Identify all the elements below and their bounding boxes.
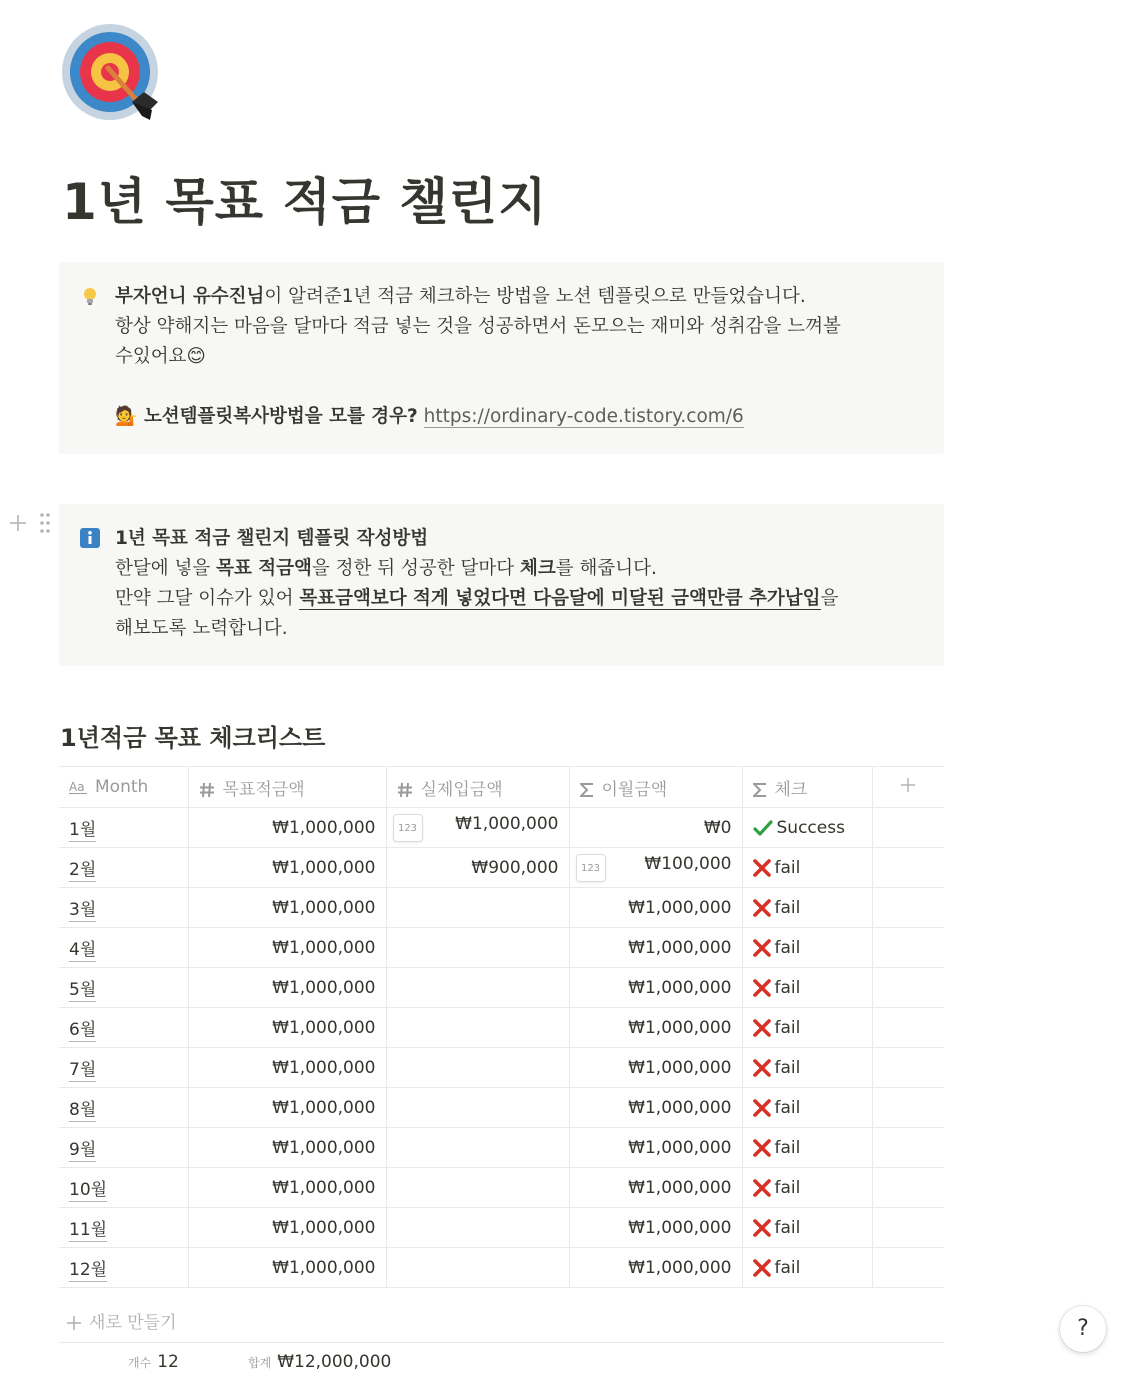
table-row[interactable] — [59, 1128, 944, 1168]
target-amount: ₩1,000,000 — [272, 937, 376, 958]
column-label: 체크 — [774, 779, 808, 800]
number-format-badge[interactable]: 123 — [576, 854, 606, 882]
column-label: 이월금액 — [601, 779, 668, 800]
cross-mark-icon — [753, 859, 771, 877]
number-type-icon — [397, 782, 413, 798]
page-title[interactable]: 1년 목표 적금 챌린지 — [62, 173, 548, 231]
instr-text-line3: 해보도록 노력합니다. — [115, 618, 288, 639]
intro-text-line3: 수있어요😊 — [115, 346, 206, 367]
plus-icon — [901, 778, 915, 792]
month-label: 2월 — [69, 860, 97, 880]
target-amount-cell[interactable] — [188, 1208, 386, 1248]
month-label: 11월 — [69, 1220, 108, 1240]
table-row[interactable] — [59, 928, 944, 968]
number-type-icon — [199, 782, 215, 798]
check-status: fail — [774, 937, 801, 958]
template-copy-link[interactable]: https://ordinary-code.tistory.com/6 — [423, 406, 744, 427]
number-format-badge[interactable]: 123 — [393, 814, 423, 842]
check-status-cell[interactable] — [742, 1088, 872, 1128]
empty-cell[interactable] — [872, 1088, 944, 1128]
cross-mark-icon — [753, 899, 771, 917]
count-aggregate[interactable] — [128, 1352, 179, 1372]
instructions-callout[interactable] — [59, 504, 944, 666]
month-cell[interactable] — [59, 808, 188, 848]
month-cell[interactable] — [59, 928, 188, 968]
author-name: 부자언니 유수진님 — [115, 286, 265, 307]
actual-amount-cell[interactable] — [386, 1088, 569, 1128]
add-block-icon — [10, 515, 26, 531]
carryover-amount-cell[interactable] — [569, 1088, 742, 1128]
actual-amount-cell[interactable] — [386, 1128, 569, 1168]
month-label: 12월 — [69, 1260, 108, 1280]
cross-mark-icon — [753, 1259, 771, 1277]
cross-mark-icon — [753, 1139, 771, 1157]
target-amount-cell[interactable] — [188, 1168, 386, 1208]
month-label: 6월 — [69, 1020, 97, 1040]
carryover-amount-cell[interactable] — [569, 928, 742, 968]
carryover-amount-cell[interactable] — [569, 1128, 742, 1168]
empty-cell[interactable] — [872, 808, 944, 848]
carryover-amount-cell[interactable] — [569, 1208, 742, 1248]
column-header-actual[interactable] — [386, 767, 569, 808]
carryover-amount: ₩1,000,000 — [628, 1217, 732, 1238]
check-status: fail — [774, 1017, 801, 1038]
empty-cell[interactable] — [872, 968, 944, 1008]
check-status: Success — [776, 817, 845, 838]
help-question: 노션템플릿복사방법을 모를 경우? — [143, 406, 418, 427]
carryover-amount-cell[interactable] — [569, 968, 742, 1008]
actual-amount-cell[interactable] — [386, 1048, 569, 1088]
target-amount: ₩1,000,000 — [272, 1097, 376, 1118]
info-icon — [79, 527, 101, 549]
table-row[interactable] — [59, 968, 944, 1008]
actual-amount-cell[interactable] — [386, 1168, 569, 1208]
check-status-cell[interactable] — [742, 1208, 872, 1248]
month-cell[interactable] — [59, 1168, 188, 1208]
target-amount-cell[interactable] — [188, 928, 386, 968]
month-cell[interactable] — [59, 968, 188, 1008]
empty-cell[interactable] — [872, 848, 944, 888]
instr-text: 만약 그달 이슈가 있어 — [115, 588, 300, 609]
column-label: 목표적금액 — [222, 779, 305, 800]
table-row[interactable] — [59, 1008, 944, 1048]
check-status-cell[interactable] — [742, 1048, 872, 1088]
table-row[interactable] — [59, 1168, 944, 1208]
help-button[interactable]: ? — [1060, 1306, 1106, 1352]
plus-icon — [67, 1316, 81, 1330]
month-label: 4월 — [69, 940, 97, 960]
empty-cell[interactable] — [872, 888, 944, 928]
column-header-check[interactable] — [742, 767, 872, 808]
empty-cell[interactable] — [872, 1048, 944, 1088]
carryover-amount-cell[interactable] — [569, 1248, 742, 1288]
month-cell[interactable] — [59, 1048, 188, 1088]
text-type-icon — [69, 780, 87, 794]
table-row[interactable] — [59, 808, 944, 848]
month-cell[interactable] — [59, 1128, 188, 1168]
table-row[interactable] — [59, 848, 944, 888]
carryover-amount-cell[interactable] — [569, 1048, 742, 1088]
actual-amount-cell[interactable] — [386, 888, 569, 928]
instr-bold-target: 목표 적금액 — [216, 558, 312, 579]
table-header-row — [59, 767, 944, 808]
carryover-amount: ₩100,000 — [644, 853, 732, 874]
check-status-cell[interactable] — [742, 808, 872, 848]
empty-cell[interactable] — [872, 1168, 944, 1208]
target-amount-cell[interactable] — [188, 1048, 386, 1088]
carryover-amount: ₩1,000,000 — [628, 1017, 732, 1038]
instr-underlined: 목표금액보다 적게 넣었다면 다음달에 미달된 금액만큼 추가납입 — [299, 588, 821, 609]
carryover-amount-cell[interactable] — [569, 888, 742, 928]
check-status-cell[interactable] — [742, 1168, 872, 1208]
cross-mark-icon — [753, 1059, 771, 1077]
actual-amount: ₩1,000,000 — [455, 813, 559, 834]
check-status-cell[interactable] — [742, 968, 872, 1008]
target-amount: ₩1,000,000 — [272, 1137, 376, 1158]
empty-cell[interactable] — [872, 1128, 944, 1168]
check-status-cell[interactable] — [742, 848, 872, 888]
table-row[interactable] — [59, 1248, 944, 1288]
target-amount: ₩1,000,000 — [272, 1217, 376, 1238]
target-amount-cell[interactable] — [188, 968, 386, 1008]
cross-mark-icon — [753, 979, 771, 997]
instr-text: 한달에 넣을 — [115, 558, 217, 579]
carryover-amount-cell[interactable] — [569, 1168, 742, 1208]
month-cell[interactable] — [59, 1208, 188, 1248]
instructions-heading: 1년 목표 적금 챌린지 템플릿 작성방법 — [115, 528, 429, 549]
empty-cell[interactable] — [872, 1208, 944, 1248]
intro-callout[interactable] — [59, 262, 944, 454]
cross-mark-icon — [753, 1219, 771, 1237]
month-label: 3월 — [69, 900, 97, 920]
sum-value: ₩12,000,000 — [277, 1352, 392, 1372]
instr-text: 을 — [820, 588, 839, 609]
sum-label: 합계 — [248, 1356, 272, 1370]
target-amount-cell[interactable] — [188, 1128, 386, 1168]
check-status-cell[interactable] — [742, 1248, 872, 1288]
new-row-button[interactable] — [59, 1303, 944, 1343]
actual-amount-cell[interactable] — [386, 928, 569, 968]
target-amount-cell[interactable] — [188, 1088, 386, 1128]
actual-amount-cell[interactable] — [386, 1208, 569, 1248]
sum-aggregate[interactable] — [248, 1352, 391, 1372]
svg-text:Aa: Aa — [69, 780, 85, 794]
carryover-amount: ₩1,000,000 — [628, 1137, 732, 1158]
checklist-heading[interactable]: 1년적금 목표 체크리스트 — [60, 724, 326, 752]
check-status-cell[interactable] — [742, 1128, 872, 1168]
bullseye-dart-icon[interactable] — [62, 24, 162, 124]
carryover-amount: ₩1,000,000 — [628, 897, 732, 918]
column-label: 실제입금액 — [420, 779, 503, 800]
check-status: fail — [774, 1097, 801, 1118]
new-row-label: 새로 만들기 — [89, 1313, 177, 1333]
column-header-target[interactable] — [188, 767, 386, 808]
carryover-amount: ₩1,000,000 — [628, 1177, 732, 1198]
check-status: fail — [774, 1217, 801, 1238]
check-status-cell[interactable] — [742, 1008, 872, 1048]
target-amount-cell[interactable] — [188, 888, 386, 928]
help-emoji: 💁 — [115, 406, 139, 427]
empty-cell[interactable] — [872, 928, 944, 968]
target-amount-cell[interactable] — [188, 808, 386, 848]
count-label: 개수 — [128, 1356, 152, 1370]
intro-text-line2: 항상 약해지는 마음을 달마다 적금 넣는 것을 성공하면서 돈모으는 재미와 성취감을 느껴볼 — [115, 316, 841, 337]
check-status: fail — [774, 1137, 801, 1158]
check-mark-icon — [753, 819, 773, 837]
check-status-cell[interactable] — [742, 928, 872, 968]
carryover-amount-cell[interactable] — [569, 808, 742, 848]
month-cell[interactable] — [59, 1088, 188, 1128]
carryover-amount: ₩1,000,000 — [628, 937, 732, 958]
instr-bold-check: 체크 — [520, 558, 556, 579]
table-row[interactable] — [59, 1088, 944, 1128]
target-amount: ₩1,000,000 — [272, 1057, 376, 1078]
add-column-button[interactable] — [872, 767, 944, 808]
table-row[interactable] — [59, 1048, 944, 1088]
target-amount-cell[interactable] — [188, 1008, 386, 1048]
column-label: Month — [95, 777, 149, 797]
target-amount: ₩1,000,000 — [272, 1257, 376, 1278]
table-row[interactable] — [59, 888, 944, 928]
check-status-cell[interactable] — [742, 888, 872, 928]
target-amount: ₩1,000,000 — [272, 817, 376, 838]
carryover-amount: ₩1,000,000 — [628, 977, 732, 998]
target-amount: ₩1,000,000 — [272, 1177, 376, 1198]
month-cell[interactable] — [59, 848, 188, 888]
check-status: fail — [774, 977, 801, 998]
table-row[interactable] — [59, 1208, 944, 1248]
cross-mark-icon — [753, 1099, 771, 1117]
cross-mark-icon — [753, 939, 771, 957]
month-label: 7월 — [69, 1060, 97, 1080]
carryover-amount: ₩1,000,000 — [628, 1097, 732, 1118]
month-label: 9월 — [69, 1140, 97, 1160]
target-amount: ₩1,000,000 — [272, 857, 376, 878]
month-cell[interactable] — [59, 1248, 188, 1288]
month-label: 8월 — [69, 1100, 97, 1120]
check-status: fail — [774, 1177, 801, 1198]
month-cell[interactable] — [59, 888, 188, 928]
cross-mark-icon — [753, 1019, 771, 1037]
target-amount: ₩1,000,000 — [272, 977, 376, 998]
target-amount-cell[interactable] — [188, 1248, 386, 1288]
column-header-carryover[interactable] — [569, 767, 742, 808]
empty-cell[interactable] — [872, 1248, 944, 1288]
actual-amount-cell[interactable] — [386, 848, 569, 888]
lightbulb-icon — [79, 285, 101, 307]
check-status: fail — [774, 857, 801, 878]
savings-table — [59, 766, 944, 1288]
actual-amount: ₩900,000 — [471, 857, 559, 878]
month-label: 10월 — [69, 1180, 108, 1200]
intro-text-line1: 이 알려준1년 적금 체크하는 방법을 노션 템플릿으로 만들었습니다. — [264, 286, 806, 307]
carryover-amount-cell[interactable] — [569, 848, 742, 888]
target-amount-cell[interactable] — [188, 848, 386, 888]
month-label: 5월 — [69, 980, 97, 1000]
actual-amount-cell[interactable] — [386, 968, 569, 1008]
empty-cell[interactable] — [872, 1008, 944, 1048]
drag-handle-icon — [40, 513, 50, 533]
actual-amount-cell[interactable] — [386, 1008, 569, 1048]
cross-mark-icon — [753, 1179, 771, 1197]
carryover-amount: ₩0 — [703, 817, 732, 838]
instr-text: 을 정한 뒤 성공한 달마다 — [311, 558, 521, 579]
column-header-month[interactable] — [59, 767, 188, 808]
count-value: 12 — [157, 1352, 179, 1372]
carryover-amount: ₩1,000,000 — [628, 1057, 732, 1078]
carryover-amount: ₩1,000,000 — [628, 1257, 732, 1278]
table-body — [59, 808, 944, 1288]
check-status: fail — [774, 1257, 801, 1278]
block-drag-handles[interactable] — [8, 510, 58, 536]
month-cell[interactable] — [59, 1008, 188, 1048]
check-status: fail — [774, 897, 801, 918]
formula-type-icon — [753, 782, 767, 798]
formula-type-icon — [580, 782, 594, 798]
target-amount: ₩1,000,000 — [272, 897, 376, 918]
actual-amount-cell[interactable] — [386, 1248, 569, 1288]
check-status: fail — [774, 1057, 801, 1078]
carryover-amount-cell[interactable] — [569, 1008, 742, 1048]
instr-text: 를 해줍니다. — [555, 558, 657, 579]
month-label: 1월 — [69, 820, 97, 840]
target-amount: ₩1,000,000 — [272, 1017, 376, 1038]
actual-amount-cell[interactable] — [386, 808, 569, 848]
